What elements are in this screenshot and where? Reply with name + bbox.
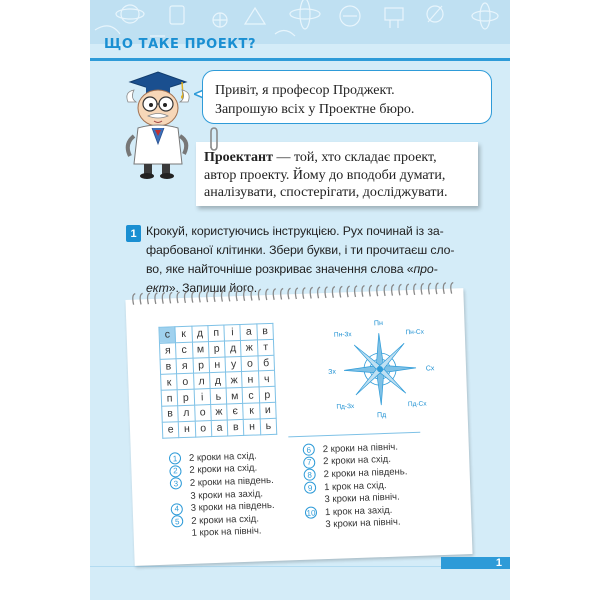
step-text: 1 крок на північ. xyxy=(191,525,262,540)
task-line-1: Крокуй, користуючись інструкцією. Рух починай із за- xyxy=(146,224,444,238)
step-number-badge xyxy=(304,494,316,506)
spiral-ring xyxy=(273,289,276,300)
step-number-badge: 3 xyxy=(170,478,182,490)
grid-cell: а xyxy=(240,324,257,340)
spiral-ring xyxy=(221,291,224,302)
grid-cell: д xyxy=(192,326,209,342)
grid-cell: о xyxy=(194,405,211,421)
step-text: 2 кроки на схід. xyxy=(323,454,392,468)
note-term: Проектант xyxy=(204,150,273,165)
step-number-badge xyxy=(305,519,317,531)
letter-grid xyxy=(158,323,277,439)
spiral-ring xyxy=(325,287,328,298)
step-text: 2 кроки на південь. xyxy=(323,466,408,481)
grid-cell: ь xyxy=(260,418,277,434)
grid-cell: л xyxy=(178,405,195,421)
grid-cell: ч xyxy=(258,371,275,387)
spiral-ring xyxy=(280,288,283,299)
textbook-page xyxy=(90,0,510,600)
grid-cell: о xyxy=(177,374,194,390)
grid-cell: у xyxy=(225,356,242,372)
spiral-ring xyxy=(384,285,387,296)
compass-sw-label: Пд-Зх xyxy=(336,403,355,411)
grid-cell: ж xyxy=(211,404,228,420)
spiral-ring xyxy=(362,286,365,297)
spiral-ring xyxy=(377,285,380,296)
step-text: 1 крок на захід. xyxy=(324,504,393,518)
spiral-ring xyxy=(288,288,291,299)
step-text: 3 кроки на південь. xyxy=(190,500,275,514)
definition-note xyxy=(196,142,478,206)
grid-cell: н xyxy=(209,357,226,373)
compass-n-label: Пн xyxy=(373,320,384,328)
spiral-ring xyxy=(317,287,320,298)
grid-cell: ж xyxy=(241,340,258,356)
step-number-badge: 9 xyxy=(304,482,316,494)
professor-mascot-icon xyxy=(120,64,195,179)
spiral-ring xyxy=(421,284,424,295)
grid-cell: я xyxy=(159,343,176,359)
spiral-ring xyxy=(428,283,431,294)
instruction-row xyxy=(305,516,409,532)
spiral-ring xyxy=(310,287,313,298)
grid-cell: д xyxy=(209,372,226,388)
step-number-badge xyxy=(170,490,182,502)
grid-cell: о xyxy=(241,355,258,371)
spiral-ring xyxy=(207,291,210,302)
step-number-badge: 5 xyxy=(171,515,183,527)
task-line-4-italic: ект xyxy=(146,281,169,295)
spiral-ring xyxy=(399,284,402,295)
grid-cell: к xyxy=(175,326,192,342)
grid-cell: є xyxy=(227,403,244,419)
instructions-right xyxy=(303,440,410,532)
step-text: 1 крок на схід. xyxy=(323,479,387,493)
grid-cell: т xyxy=(257,339,274,355)
spiral-ring xyxy=(391,285,394,296)
spiral-ring xyxy=(155,293,158,304)
grid-cell: р xyxy=(259,386,276,402)
section-title: ЩО ТАКЕ ПРОЕКТ? xyxy=(104,37,257,52)
grid-cell: в xyxy=(162,406,179,422)
title-rule xyxy=(90,58,510,61)
spiral-ring xyxy=(332,287,335,298)
note-line-1-rest: — той, хто складає проект, xyxy=(272,150,437,165)
compass-se-label: Пд-Сх xyxy=(407,400,427,409)
step-number-badge: 10 xyxy=(306,508,316,518)
instruction-row xyxy=(171,524,275,540)
step-number-badge: 1 xyxy=(169,452,181,464)
spiral-ring xyxy=(303,288,306,299)
task-number-badge: 1 xyxy=(126,225,141,242)
grid-cell: д xyxy=(225,340,242,356)
grid-cell: н xyxy=(179,421,196,437)
grid-cell: п xyxy=(208,325,225,341)
step-text: 2 кроки на схід. xyxy=(189,462,258,477)
task-line-3 xyxy=(146,260,491,279)
grid-cell: і xyxy=(224,324,241,340)
spiral-ring xyxy=(443,283,446,294)
spiral-ring xyxy=(177,292,180,303)
grid-cell: і xyxy=(194,389,211,405)
spiral-ring xyxy=(258,289,261,300)
step-text: 3 кроки на північ. xyxy=(325,516,401,531)
spiral-ring xyxy=(229,290,232,301)
grid-cell: в xyxy=(257,323,274,339)
grid-cell: р xyxy=(208,341,225,357)
separator-line xyxy=(288,432,420,438)
grid-cell: е xyxy=(162,421,179,437)
note-line-1 xyxy=(204,149,470,167)
compass-nw-label: Пн-Зх xyxy=(333,331,352,339)
compass-w-label: Зх xyxy=(328,368,337,376)
grid-cell: в xyxy=(160,358,177,374)
spiral-ring xyxy=(184,292,187,303)
step-text: 2 кроки на південь. xyxy=(189,474,274,489)
spiral-ring xyxy=(214,291,217,302)
grid-cell: м xyxy=(226,388,243,404)
grid-cell: с xyxy=(243,387,260,403)
grid-row xyxy=(162,418,277,438)
task-line-2: фарбованої клітинки. Збери букви, і ти прочитаєш сло- xyxy=(146,243,455,257)
grid-cell: п xyxy=(161,390,178,406)
grid-cell: р xyxy=(177,389,194,405)
spiral-ring xyxy=(162,293,165,304)
spiral-ring xyxy=(451,283,454,294)
spiral-ring xyxy=(347,286,350,297)
task-line-4-text: ». Запиши його. xyxy=(168,281,258,295)
grid-cell: н xyxy=(244,419,261,435)
step-text: 2 кроки на схід. xyxy=(188,450,257,464)
step-text: 2 кроки на схід. xyxy=(191,513,260,527)
footer-rule xyxy=(90,566,441,567)
grid-cell: о xyxy=(195,420,212,436)
compass-ne-label: Пн-Сх xyxy=(405,328,425,337)
note-line-2: автор проекту. Йому до вподоби думати, xyxy=(204,167,446,183)
grid-cell: а xyxy=(211,420,228,436)
grid-cell: в xyxy=(227,419,244,435)
step-number-badge: 7 xyxy=(303,456,315,468)
spiral-ring xyxy=(266,289,269,300)
spiral-ring xyxy=(369,285,372,296)
step-number-badge: 6 xyxy=(303,444,315,456)
grid-cell: л xyxy=(193,373,210,389)
spiral-ring xyxy=(251,290,254,301)
spiral-ring xyxy=(133,294,136,305)
compass-s-label: Пд xyxy=(376,411,387,420)
grid-cell: и xyxy=(259,402,276,418)
grid-cell: р xyxy=(193,357,210,373)
step-text: 2 кроки на північ. xyxy=(322,441,399,455)
step-number-badge: 8 xyxy=(303,469,315,481)
paperclip-icon xyxy=(207,126,221,152)
spiral-ring xyxy=(436,283,439,294)
spiral-ring xyxy=(354,286,357,297)
spiral-ring xyxy=(236,290,239,301)
grid-cell: б xyxy=(258,355,275,371)
note-line-3: аналізувати, спостерігати, досліджувати. xyxy=(204,185,448,200)
spiral-ring xyxy=(406,284,409,295)
spiral-notebook xyxy=(125,288,472,566)
grid-cell: с xyxy=(176,342,193,358)
grid-cell: ь xyxy=(210,388,227,404)
instructions-left xyxy=(169,449,276,541)
step-number-badge xyxy=(171,528,183,540)
grid-cell: я xyxy=(176,358,193,374)
step-text: 3 кроки на захід. xyxy=(190,487,264,502)
step-text: 3 кроки на північ. xyxy=(324,491,400,506)
spiral-ring xyxy=(147,293,150,304)
step-number-badge: 4 xyxy=(171,503,183,515)
grid-cell: ж xyxy=(226,372,243,388)
spiral-ring xyxy=(140,293,143,304)
spiral-ring xyxy=(414,284,417,295)
compass-rose-icon xyxy=(318,309,442,423)
bubble-line-1: Привіт, я професор Проджект. xyxy=(215,83,395,98)
grid-cell: к xyxy=(243,403,260,419)
spiral-ring xyxy=(244,290,247,301)
compass-e-label: Сх xyxy=(425,365,435,373)
page-number: 1 xyxy=(441,557,510,569)
grid-cell: к xyxy=(161,374,178,390)
spiral-ring xyxy=(199,291,202,302)
spiral-ring xyxy=(295,288,298,299)
spiral-ring xyxy=(340,286,343,297)
grid-cell: н xyxy=(242,371,259,387)
grid-cell: м xyxy=(192,341,209,357)
task-line-3-italic: про- xyxy=(413,262,438,276)
spiral-ring xyxy=(192,292,195,303)
task-line-3-text: во, яке найточніше розкриває значення слова « xyxy=(146,262,414,276)
speech-bubble xyxy=(202,70,492,124)
spiral-ring xyxy=(170,292,173,303)
step-number-badge: 2 xyxy=(169,465,181,477)
bubble-line-2: Запрошую всіх у Проектне бюро. xyxy=(215,102,415,117)
grid-cell-start: с xyxy=(159,327,176,343)
